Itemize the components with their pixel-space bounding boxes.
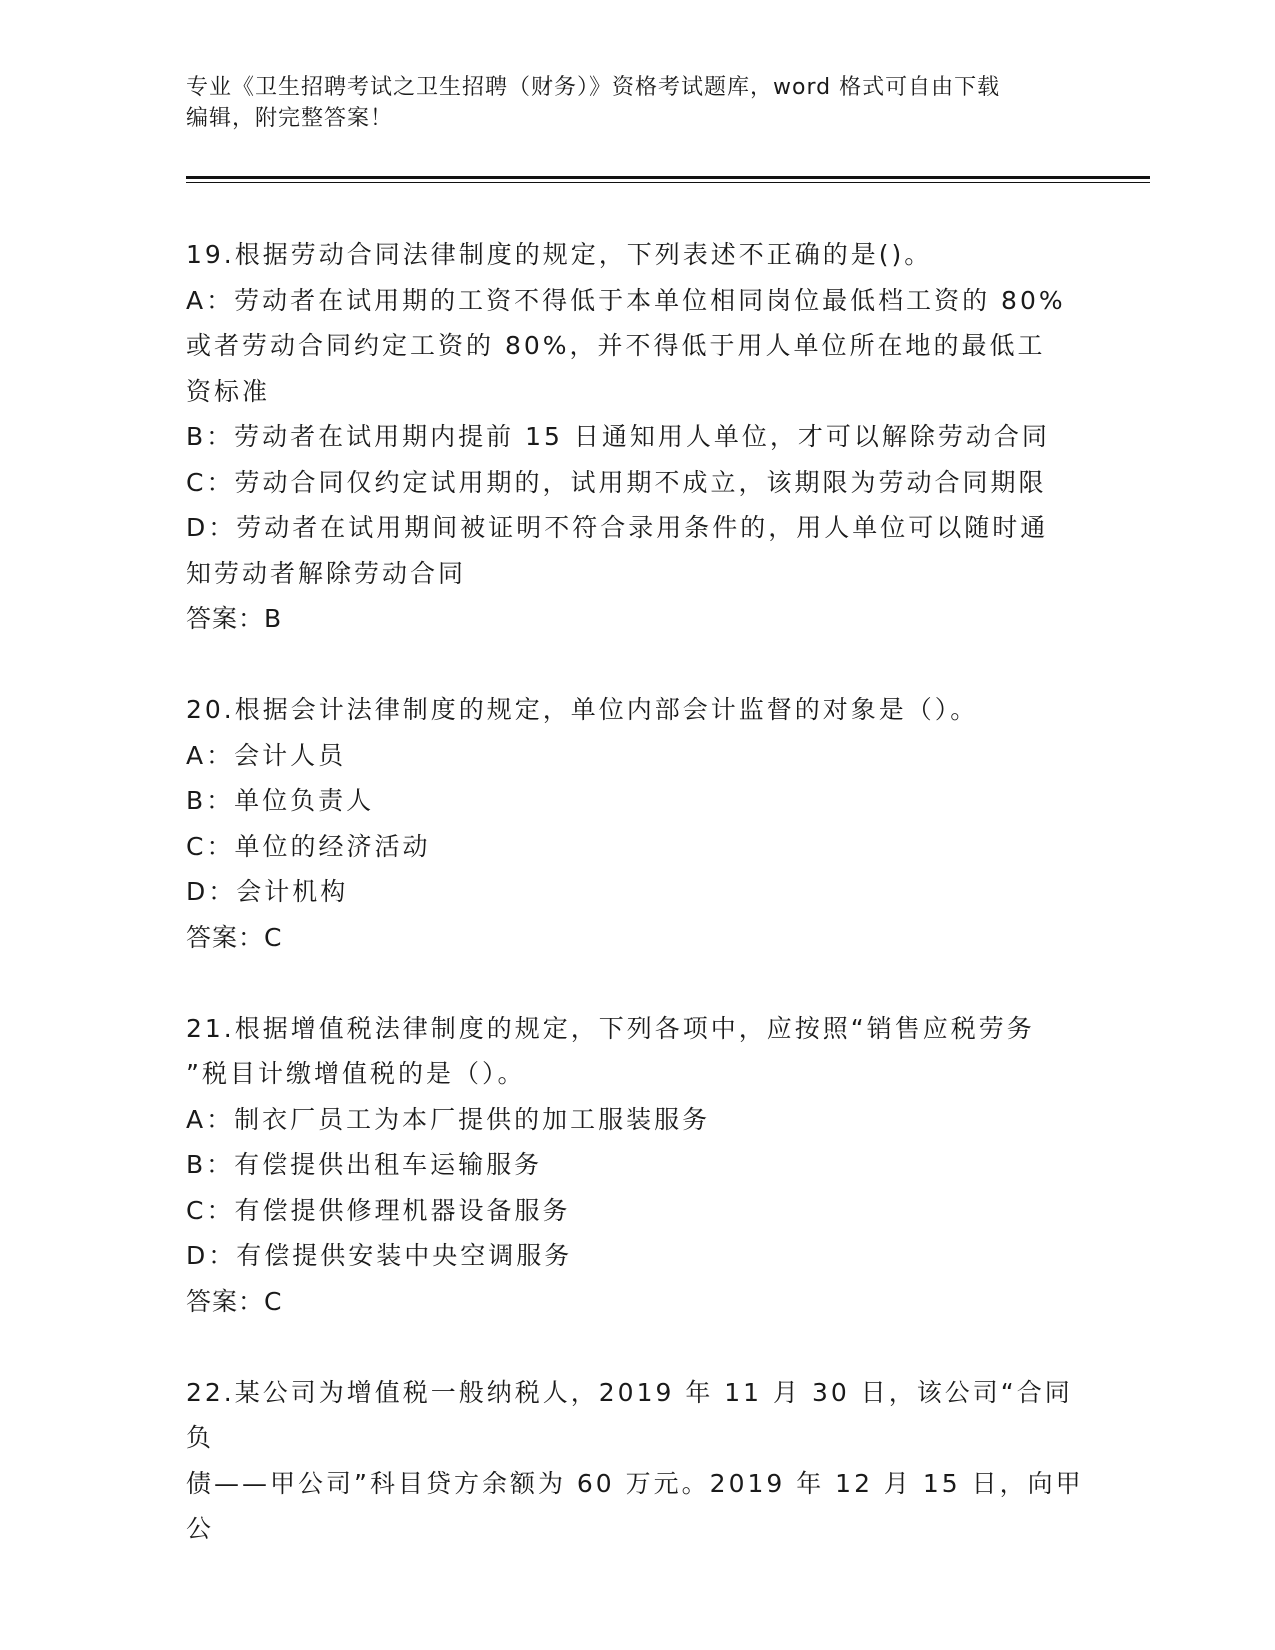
question-22 <box>186 1370 1086 1552</box>
option-b: B：单位负责人 <box>186 786 375 815</box>
option-d: D：会计机构 <box>186 877 349 906</box>
option-d: D：劳动者在试用期间被证明不符合录用条件的，用人单位可以随时通 <box>186 513 1049 542</box>
question-stem-cont: ”税目计缴增值税的是（）。 <box>186 1059 526 1088</box>
header-divider-thick <box>186 176 1150 179</box>
question-stem: 19.根据劳动合同法律制度的规定，下列表述不正确的是()。 <box>186 240 933 269</box>
question-list <box>186 232 1086 1597</box>
option-a: A：会计人员 <box>186 740 347 770</box>
option-a: A：制衣厂员工为本厂提供的加工服装服务 <box>186 1104 711 1134</box>
question-stem: 22.某公司为增值税一般纳税人，2019 年 11 月 30 日，该公司“合同负 <box>186 1377 1073 1452</box>
header-line-2: 编辑，附完整答案！ <box>186 106 394 131</box>
option-c: C：劳动合同仅约定试用期的，试用期不成立，该期限为劳动合同期限 <box>186 467 1047 497</box>
answer-label: 答案：C <box>186 1286 283 1316</box>
header-line-1: 专业《卫生招聘考试之卫生招聘（财务）》资格考试题库，word 格式可自由下载 <box>186 75 1001 100</box>
question-21 <box>186 1006 1086 1325</box>
document-header <box>186 72 1086 134</box>
option-a-cont: 或者劳动合同约定工资的 80%，并不得低于用人单位所在地的最低工 <box>186 331 1046 360</box>
option-c: C：有偿提供修理机器设备服务 <box>186 1195 571 1225</box>
question-stem: 20.根据会计法律制度的规定，单位内部会计监督的对象是（）。 <box>186 695 979 724</box>
answer-label: 答案：C <box>186 922 283 952</box>
question-stem-cont: 债——甲公司”科目贷方余额为 60 万元。2019 年 12 月 15 日，向甲公 <box>186 1468 1084 1543</box>
option-c: C：单位的经济活动 <box>186 831 431 861</box>
answer-label: 答案：B <box>186 604 283 633</box>
option-d: D：有偿提供安装中央空调服务 <box>186 1241 573 1270</box>
option-b: B：有偿提供出租车运输服务 <box>186 1150 543 1179</box>
option-d-cont: 知劳动者解除劳动合同 <box>186 558 467 588</box>
option-a-cont: 资标准 <box>186 376 271 406</box>
question-20 <box>186 687 1086 960</box>
option-a: A：劳动者在试用期的工资不得低于本单位相同岗位最低档工资的 80% <box>186 285 1066 315</box>
question-19 <box>186 232 1086 642</box>
header-divider-thin <box>186 182 1150 183</box>
question-stem: 21.根据增值税法律制度的规定，下列各项中，应按照“销售应税劳务 <box>186 1013 1035 1043</box>
option-b: B：劳动者在试用期内提前 15 日通知用人单位，才可以解除劳动合同 <box>186 422 1050 451</box>
